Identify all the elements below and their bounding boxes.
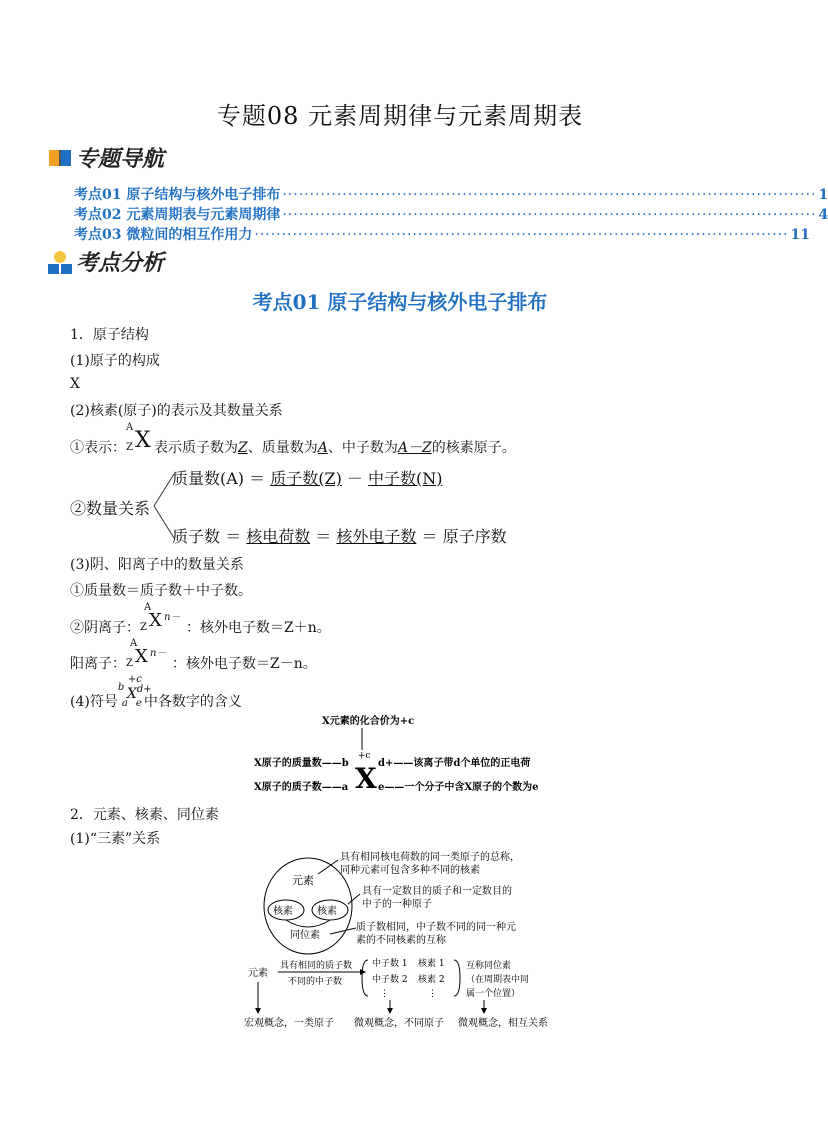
flow-dots-1: ⋮ (380, 989, 389, 999)
venn-note-2a: 具有一定数目的质子和一定数目的 (362, 886, 512, 897)
cation-line: 阳离子： A Z X n－ ：核外电子数＝Z－n。 (70, 638, 317, 672)
flow-h1: 核素 1 (418, 959, 445, 969)
flow-z2: 中子数 2 (372, 975, 408, 985)
flow-z1: 中子数 1 (372, 959, 408, 969)
book-icon (46, 144, 74, 172)
para-ion-relation: (3)阴、阳离子中的数量关系 (70, 557, 244, 573)
toc-label: 考点03 微粒间的相互作用力 (74, 227, 253, 243)
toc-label: 考点01 原子结构与核外电子排布 (74, 187, 281, 203)
para-three-elements: (1)“三素”关系 (70, 831, 161, 847)
flow-bottom-3: 微观概念，相互关系 (458, 1018, 548, 1029)
para-mass-number: ①质量数＝质子数＋中子数。 (70, 583, 252, 599)
quantity-eq-2: 质子数 ＝ 核电荷数 ＝ 核外电子数 ＝ 原子序数 (172, 527, 507, 546)
quantity-label: ②数量关系 (70, 499, 151, 518)
venn-hesu-1: 核素 (273, 906, 293, 917)
para-atom-structure: 1．原子结构 (70, 327, 149, 343)
para-atom-composition: (1)原子的构成 (70, 353, 160, 369)
symdiag-x: X (355, 762, 377, 795)
venn-yuansu: 元素 (292, 874, 314, 887)
full-symbol: b a +c X d+ e (117, 674, 152, 709)
venn-note-2b: 中子的一种原子 (362, 899, 432, 910)
toc-leader: ·································································································· (282, 207, 817, 223)
flow-yuansu: 元素 (248, 968, 268, 979)
symdiag-left2: X原子的质子数——a (254, 782, 349, 793)
flow-bottom-1: 宏观概念，一类原子 (244, 1018, 334, 1029)
flow-arrow-top: 具有相同的质子数 (280, 961, 353, 971)
element-flow-diagram (244, 956, 564, 1030)
quantity-relation (70, 464, 510, 548)
para-elements: 2．元素、核素、同位素 (70, 807, 219, 823)
venn-note-1b: 同种元素可包含多种不同的核素 (340, 865, 480, 876)
toc-label: 考点02 元素周期表与元素周期律 (74, 207, 281, 223)
toc-item-1[interactable] (74, 184, 828, 204)
symbol-meaning-line: (4)符号 b a +c X d+ e 中各数字的含义 (70, 674, 242, 710)
para-x: X (70, 376, 80, 392)
flow-r1: 互称同位素 (466, 961, 512, 971)
representation-line: ①表示： A Z X 表示质子数为Z、质量数为A、中子数为A－Z的核素原子。 (70, 422, 516, 456)
venn-note-1a: 具有相同核电荷数的同一类原子的总称， (340, 852, 520, 863)
symdiag-right1: d+——该离子带d个单位的正电荷 (378, 758, 531, 769)
venn-hesu-2: 核素 (317, 906, 337, 917)
toc-page: 4 (818, 207, 828, 223)
quantity-eq-1: 质量数(A) ＝ 质子数(Z) － 中子数(N) (172, 469, 443, 488)
toc-leader: ·································································································· (282, 187, 817, 203)
anion-line: ②阴离子： A Z X n－ ：核外电子数＝Z＋n。 (70, 602, 331, 636)
analysis-banner-label: 考点分析 (76, 250, 165, 276)
flow-r3: 属一个位置） (466, 989, 521, 999)
venn-note-3a: 质子数相同，中子数不同的同一种元 (356, 922, 516, 933)
nav-banner (46, 142, 164, 173)
symdiag-right2: e——一个分子中含X原子的个数为e (378, 782, 539, 793)
flow-arrow-bot: 不同的中子数 (288, 977, 343, 987)
cation-symbol: A Z X n－ (126, 638, 167, 669)
toc-page: 11 (790, 227, 810, 243)
symdiag-left1: X原子的质量数——b (254, 758, 349, 769)
flow-bottom-2: 微观概念，不同原子 (354, 1018, 444, 1029)
venn-tongweisu: 同位素 (290, 930, 320, 941)
toc-item-2[interactable] (74, 204, 828, 224)
analysis-banner (46, 246, 164, 277)
anion-symbol: A Z X n－ (140, 602, 181, 633)
symdiag-top: X元素的化合价为+c (322, 716, 415, 727)
lightbulb-book-icon (46, 248, 74, 276)
section-title: 考点01 原子结构与核外电子排布 (252, 290, 548, 314)
para-nuclide-representation: (2)核素(原子)的表示及其数量关系 (70, 403, 283, 419)
venn-note-3b: 素的不同核素的互称 (356, 935, 446, 946)
toc-leader: ·································································································· (254, 227, 789, 243)
page-title: 专题08 元素周期律与元素周期表 (216, 102, 584, 130)
flow-h2: 核素 2 (418, 975, 445, 985)
toc-page: 1 (818, 187, 828, 203)
nuclide-symbol: A Z X (126, 422, 151, 453)
symbol-diagram (250, 712, 550, 802)
flow-dots-2: ⋮ (428, 989, 437, 999)
flow-r2: （在周期表中同 (466, 975, 530, 985)
nav-banner-label: 专题导航 (76, 146, 165, 172)
three-elements-diagram (260, 848, 570, 956)
toc-item-3[interactable] (74, 224, 810, 244)
symdiag-c: +c (358, 751, 371, 761)
